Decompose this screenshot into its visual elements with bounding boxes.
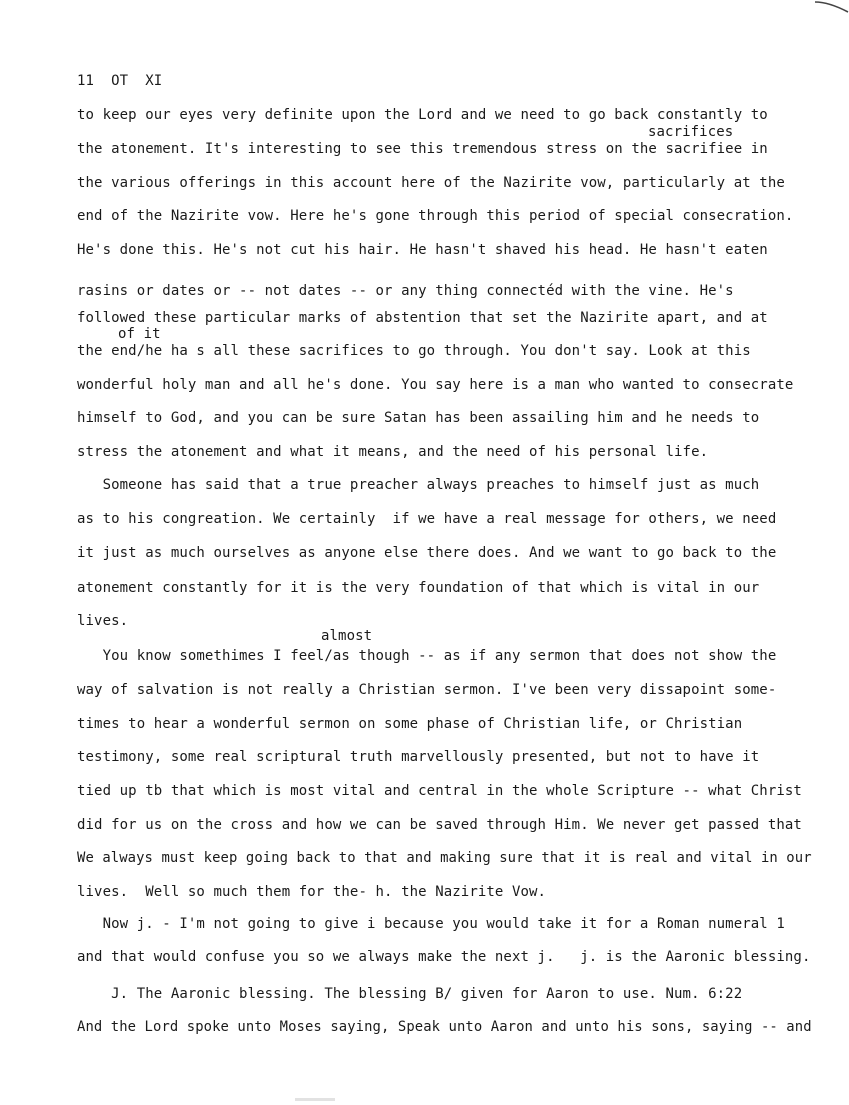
text-line: the atonement. It's interesting to see this tremendous stress on the sacrifiee in — [77, 141, 768, 157]
text-line: wonderful holy man and all he's done. You say here is a man who wanted to consecrate — [77, 377, 794, 393]
interlinear-correction: almost — [321, 628, 373, 644]
text-line: and that would confuse you so we always make the next j. j. is the Aaronic blessing. — [77, 949, 811, 965]
text-line: You know somethimes I feel/as though -- as if any sermon that does not show the — [77, 648, 777, 664]
text-line: followed these particular marks of abstention that set the Nazirite apart, and at — [77, 310, 768, 326]
page-header: 11 OT XI — [77, 73, 163, 89]
text-line: as to his congreation. We certainly if we have a real message for others, we need — [77, 511, 777, 527]
text-line: stress the atonement and what it means, and the need of his personal life. — [77, 444, 709, 460]
text-line: He's done this. He's not cut his hair. He hasn't shaved his head. He hasn't eaten — [77, 242, 768, 258]
text-line: tied up tb that which is most vital and central in the whole Scripture -- what Christ — [77, 783, 802, 799]
text-line: it just as much ourselves as anyone else there does. And we want to go back to the — [77, 545, 777, 561]
text-line: did for us on the cross and how we can be saved through Him. We never get passed that — [77, 817, 802, 833]
text-line: atonement constantly for it is the very foundation of that which is vital in our — [77, 580, 760, 596]
text-line: the end/he ha s all these sacrifices to go through. You don't say. Look at this — [77, 343, 751, 359]
text-line: himself to God, and you can be sure Satan has been assailing him and he needs to — [77, 410, 760, 426]
text-line: times to hear a wonderful sermon on some phase of Christian life, or Christian — [77, 716, 743, 732]
text-line: lives. Well so much them for the- h. the Nazirite Vow. — [77, 884, 547, 900]
text-line: to keep our eyes very definite upon the Lord and we need to go back constantly to — [77, 107, 768, 123]
interlinear-correction: of it — [118, 326, 161, 342]
text-line: end of the Nazirite vow. Here he's gone through this period of special consecration. — [77, 208, 794, 224]
text-line: rasins or dates or -- not dates -- or any thing connectéd with the vine. He's — [77, 283, 734, 299]
text-line: the various offerings in this account here of the Nazirite vow, particularly at the — [77, 175, 785, 191]
text-line: lives. — [77, 613, 129, 629]
text-line: Someone has said that a true preacher always preaches to himself just as much — [77, 477, 760, 493]
scan-smudge — [295, 1098, 335, 1101]
interlinear-correction: sacrifices — [648, 124, 734, 140]
text-line: Now j. - I'm not going to give i because you would take it for a Roman numeral 1 — [77, 916, 785, 932]
text-line: testimony, some real scriptural truth marvellously presented, but not to have it — [77, 749, 760, 765]
text-line: We always must keep going back to that and making sure that it is real and vital in our — [77, 850, 812, 866]
text-line: J. The Aaronic blessing. The blessing B/ given for Aaron to use. Num. 6:22 — [77, 986, 743, 1002]
text-line: And the Lord spoke unto Moses saying, Speak unto Aaron and unto his sons, saying -- and — [77, 1019, 812, 1035]
text-line: way of salvation is not really a Christian sermon. I've been very dissapoint some- — [77, 682, 777, 698]
